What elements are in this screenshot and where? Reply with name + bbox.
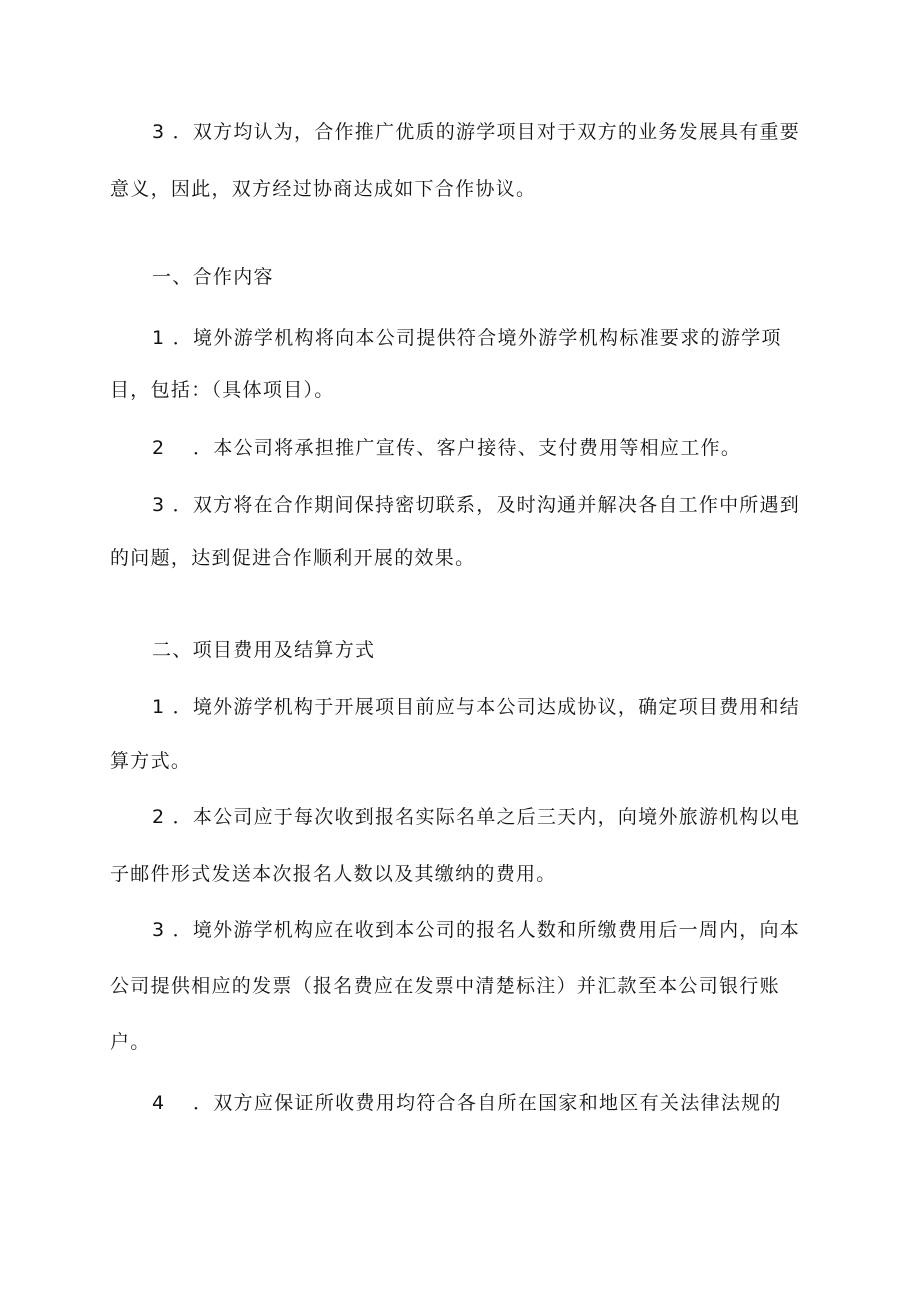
section-1-item-1-line-1: 1 ．境外游学机构将向本公司提供符合境外游学机构标准要求的游学项: [152, 327, 782, 349]
section-1-heading: 一、合作内容: [152, 266, 274, 288]
section-2-item-3-line-2: 公司提供相应的发票（报名费应在发票中清楚标注）并汇款至本公司银行账: [110, 975, 780, 997]
section-2-item-4-line-1: 4 ．双方应保证所收费用均符合各自所在国家和地区有关法律法规的: [152, 1092, 782, 1114]
intro-line-2: 意义，因此，双方经过协商达成如下合作协议。: [110, 178, 537, 200]
section-2-item-2-line-2: 子邮件形式发送本次报名人数以及其缴纳的费用。: [110, 863, 557, 885]
section-2-item-1-line-1: 1 ．境外游学机构于开展项目前应与本公司达成协议，确定项目费用和结: [152, 696, 801, 718]
section-2-item-3-line-1: 3 ．境外游学机构应在收到本公司的报名人数和所缴费用后一周内，向本: [152, 919, 801, 941]
section-2-item-1-line-2: 算方式。: [110, 750, 192, 772]
section-2-heading: 二、项目费用及结算方式: [152, 639, 376, 661]
section-1-item-3-line-2: 的问题，达到促进合作顺利开展的效果。: [110, 547, 476, 569]
intro-line-1: 3 ．双方均认为，合作推广优质的游学项目对于双方的业务发展具有重要: [152, 121, 801, 143]
section-1-item-1-line-2: 目，包括：（具体项目）。: [110, 379, 335, 401]
section-2-item-3-line-3: 户。: [110, 1031, 151, 1053]
section-1-item-3-line-1: 3 ．双方将在合作期间保持密切联系，及时沟通并解决各自工作中所遇到: [152, 494, 801, 516]
section-2-item-2-line-1: 2 ．本公司应于每次收到报名实际名单之后三天内，向境外旅游机构以电: [152, 806, 801, 828]
section-1-item-2-line-1: 2 ．本公司将承担推广宣传、客户接待、支付费用等相应工作。: [152, 437, 742, 459]
